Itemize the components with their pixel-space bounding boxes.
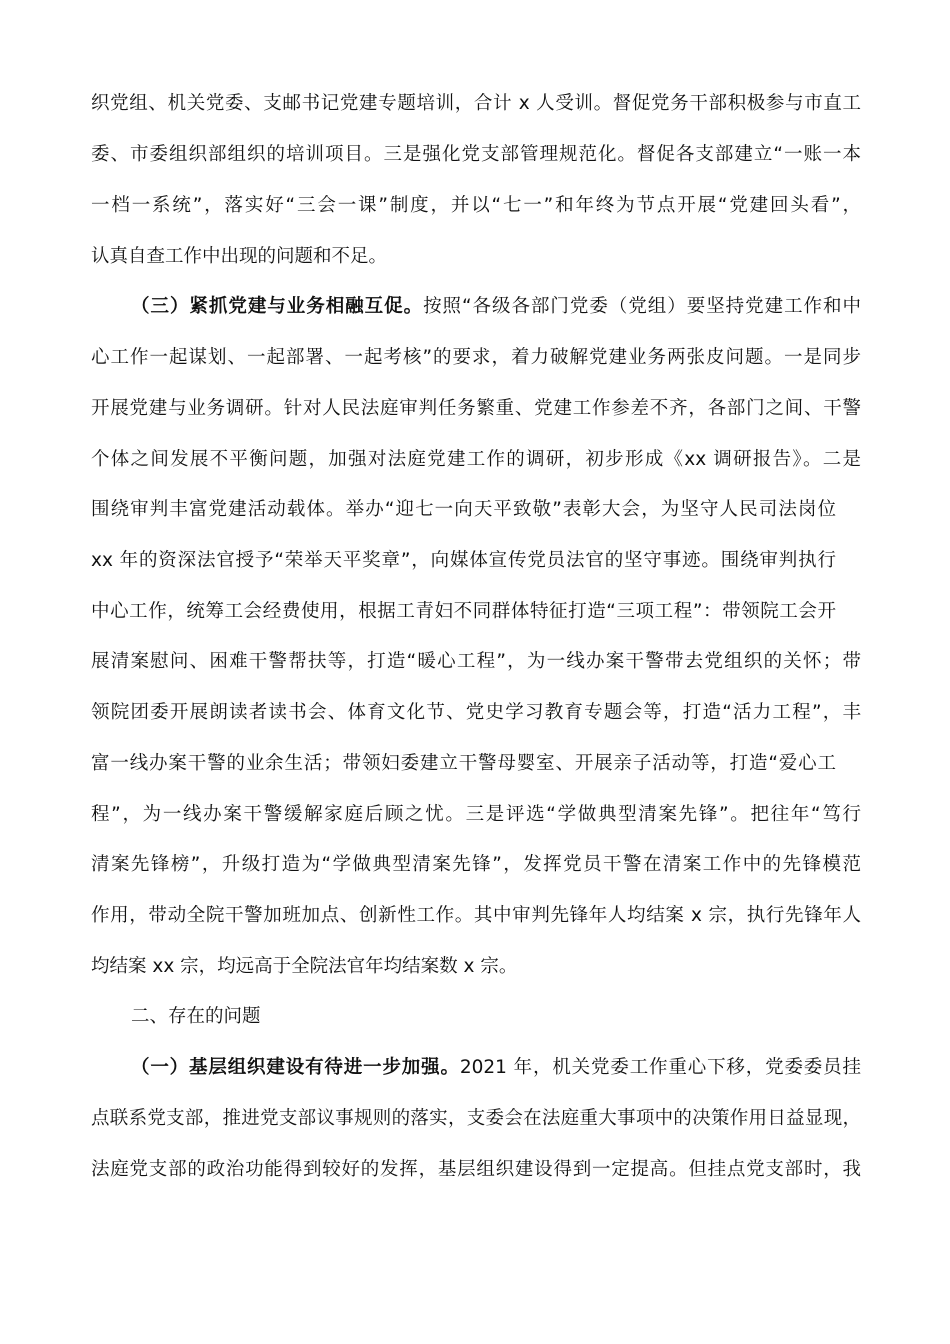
paragraph-line: 法庭党支部的政治功能得到较好的发挥，基层组织建设得到一定提高。但挂点党支部时，我 (91, 1159, 861, 1180)
paragraph-line: 均结案 xx 宗，均远高于全院法官年均结案数 x 宗。 (91, 956, 518, 977)
paragraph-line: 展清案慰问、困难干警帮扶等，打造“暖心工程”，为一线办案干警带去党组织的关怀；带 (91, 651, 861, 672)
paragraph-line: 程”，为一线办案干警缓解家庭后顾之忧。三是评选“学做典型清案先锋”。把往年“笃行 (91, 804, 861, 825)
paragraph-line: 认真自查工作中出现的问题和不足。 (91, 246, 388, 267)
paragraph-line: 开展党建与业务调研。针对人民法庭审判任务繁重、党建工作参差不齐，各部门之间、干警 (91, 398, 861, 419)
paragraph-line: 中心工作，统筹工会经费使用，根据工青妇不同群体特征打造“三项工程”：带领院工会开 (91, 601, 836, 622)
section-heading-line (131, 287, 861, 327)
paragraph-line: xx 年的资深法官授予“荣举天平奖章”，向媒体宣传党员法官的坚守事迹。围绕审判执行 (91, 550, 836, 571)
paragraph-line: 富一线办案干警的业余生活；带领妇委建立干警母婴室、开展亲子活动等，打造“爱心工 (91, 753, 836, 774)
paragraph-line: 个体之间发展不平衡问题，加强对法庭党建工作的调研，初步形成《xx 调研报告》。二是 (91, 449, 861, 470)
paragraph-line: 织党组、机关党委、支邮书记党建专题培训，合计 x 人受训。督促党务干部积极参与市直工 (91, 93, 861, 114)
paragraph-line: 点联系党支部，推进党支部议事规则的落实，支委会在法庭重大事项中的决策作用日益显现， (91, 1108, 861, 1129)
paragraph-line: 心工作一起谋划、一起部署、一起考核”的要求，着力破解党建业务两张皮问题。一是同步 (91, 347, 861, 368)
paragraph-line: 围绕审判丰富党建活动载体。举办“迎七一向天平致敬”表彰大会，为坚守人民司法岗位 (91, 499, 836, 520)
paragraph-line: 委、市委组织部组织的培训项目。三是强化党支部管理规范化。督促各支部建立“一账一本 (91, 144, 861, 165)
section-heading-text: 2021 年，机关党委工作重心下移，党委委员挂 (459, 1057, 861, 1078)
section-heading: （一）基层组织建设有待进一步加强。 (131, 1057, 460, 1078)
section-heading-text: 按照“各级各部门党委（党组）要坚持党建工作和中 (423, 296, 861, 317)
paragraph-line: 一档一系统”，落实好“三会一课”制度，并以“七一”和年终为节点开展“党建回头看”， (91, 195, 861, 216)
paragraph-line: 清案先锋榜”，升级打造为“学做典型清案先锋”，发挥党员干警在清案工作中的先锋模范 (91, 854, 861, 875)
paragraph-line: 作用，带动全院干警加班加点、创新性工作。其中审判先锋年人均结案 x 宗，执行先锋年人 (91, 905, 861, 926)
section-heading: （三）紧抓党建与业务相融互促。 (131, 296, 424, 317)
paragraph-line: 领院团委开展朗读者读书会、体育文化节、党史学习教育专题会等，打造“活力工程”，丰 (91, 702, 861, 723)
chapter-heading: 二、存在的问题 (131, 1006, 261, 1027)
section-heading-line (131, 1048, 861, 1088)
